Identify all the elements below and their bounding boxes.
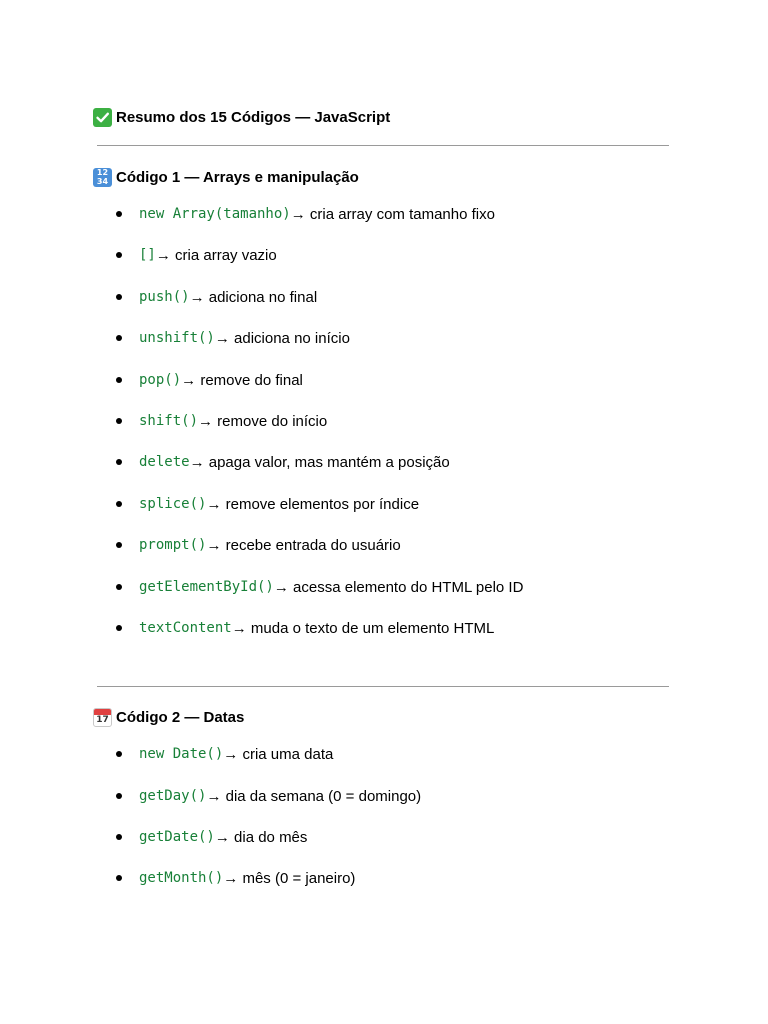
section-1-heading	[93, 168, 359, 187]
bullet-icon	[116, 625, 122, 631]
code-snippet: new Date()	[139, 746, 224, 762]
code-snippet: getElementById()	[139, 579, 274, 595]
bullet-icon	[116, 793, 122, 799]
bullet-icon	[116, 501, 122, 507]
bullet-icon	[116, 542, 122, 548]
code-snippet: pop()	[139, 372, 182, 388]
summary-heading-text: Resumo dos 15 Códigos — JavaScript	[116, 109, 391, 126]
code-snippet: getMonth()	[139, 870, 224, 886]
item-description: → apaga valor, mas mantém a posição	[189, 453, 450, 471]
bullet-icon	[116, 875, 122, 881]
list-item	[116, 535, 401, 555]
list-item	[116, 328, 350, 348]
code-snippet: prompt()	[139, 537, 207, 553]
bullet-icon	[116, 252, 122, 258]
item-description: → dia do mês	[214, 828, 308, 846]
bullet-icon	[116, 584, 122, 590]
list-item	[116, 452, 450, 472]
code-snippet: textContent	[139, 620, 232, 636]
item-description: → cria array vazio	[155, 246, 277, 264]
bullet-icon	[116, 211, 122, 217]
list-item	[116, 868, 355, 888]
summary-heading	[93, 108, 390, 127]
list-item	[116, 827, 307, 847]
list-item	[116, 287, 317, 307]
item-description: → dia da semana (0 = domingo)	[206, 787, 422, 805]
item-description: → cria uma data	[223, 745, 334, 763]
bullet-icon	[116, 834, 122, 840]
list-item	[116, 245, 277, 265]
input-numbers-icon: 12 34	[93, 168, 112, 187]
list-item	[116, 786, 421, 806]
item-description: → remove do início	[198, 412, 328, 430]
bullet-icon	[116, 751, 122, 757]
check-mark-icon	[93, 108, 112, 127]
bullet-icon	[116, 294, 122, 300]
list-item	[116, 494, 419, 514]
item-description: → recebe entrada do usuário	[206, 536, 401, 554]
divider	[97, 145, 669, 146]
bullet-icon	[116, 377, 122, 383]
divider	[97, 686, 669, 687]
list-item	[116, 204, 495, 224]
item-description: → remove elementos por índice	[206, 495, 420, 513]
item-description: → muda o texto de um elemento HTML	[231, 619, 495, 637]
list-item	[116, 370, 303, 390]
list-item	[116, 618, 494, 638]
code-snippet: push()	[139, 289, 190, 305]
bullet-icon	[116, 418, 122, 424]
item-description: → adiciona no início	[214, 329, 350, 347]
bullet-icon	[116, 459, 122, 465]
item-description: → cria array com tamanho fixo	[290, 205, 495, 223]
item-description: → adiciona no final	[189, 288, 318, 306]
code-snippet: delete	[139, 454, 190, 470]
code-snippet: getDate()	[139, 829, 215, 845]
code-snippet: shift()	[139, 413, 199, 429]
item-description: → mês (0 = janeiro)	[223, 869, 356, 887]
list-item	[116, 577, 523, 597]
calendar-icon: 17	[93, 708, 112, 727]
bullet-icon	[116, 335, 122, 341]
code-snippet: splice()	[139, 496, 207, 512]
code-snippet: getDay()	[139, 788, 207, 804]
item-description: → acessa elemento do HTML pelo ID	[273, 578, 524, 596]
list-item	[116, 744, 333, 764]
item-description: → remove do final	[181, 371, 303, 389]
code-snippet: new Array(tamanho)	[139, 206, 291, 222]
code-snippet: []	[139, 247, 156, 263]
section-1-heading-text: Código 1 — Arrays e manipulação	[116, 169, 359, 186]
code-snippet: unshift()	[139, 330, 215, 346]
list-item	[116, 411, 327, 431]
section-2-heading-text: Código 2 — Datas	[116, 709, 245, 726]
section-2-heading	[93, 708, 244, 727]
